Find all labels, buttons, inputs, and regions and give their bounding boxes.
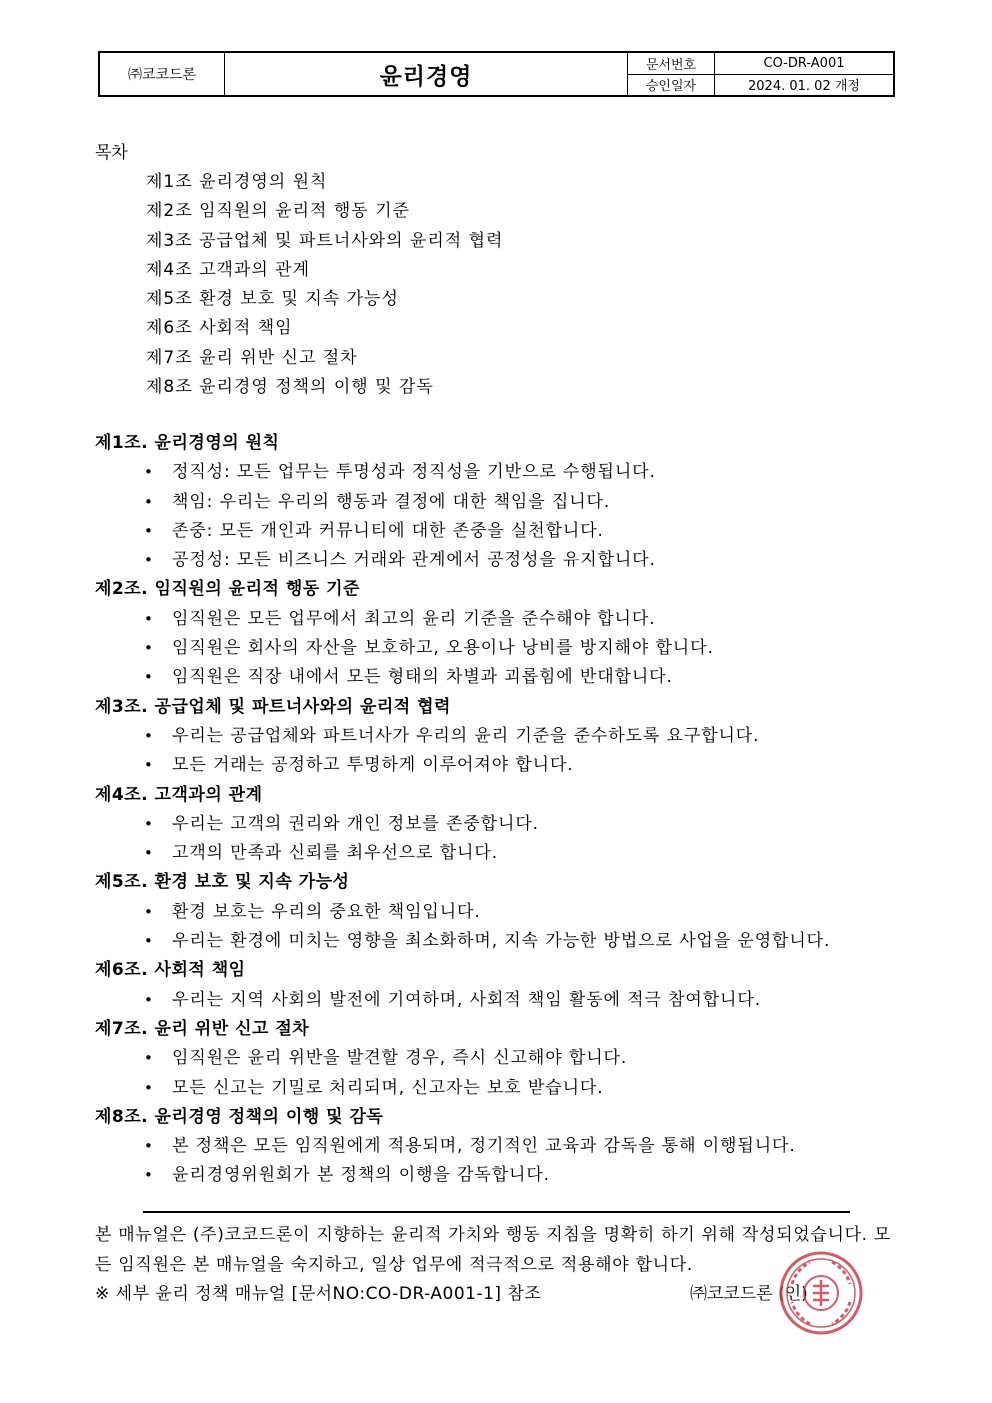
- bullet-text: 정직성: 모든 업무는 투명성과 정직성을 기반으로 수행됩니다.: [172, 462, 656, 483]
- bullet-icon: •: [144, 668, 154, 687]
- approval-date-label: 승인일자: [628, 75, 715, 96]
- bullet-item: [95, 605, 905, 634]
- bullet-text: 공정성: 모든 비즈니스 거래와 관계에서 공정성을 유지합니다.: [172, 550, 656, 571]
- bullet-item: [95, 634, 905, 663]
- toc-item: 제5조 환경 보호 및 지속 가능성: [146, 289, 399, 310]
- bullet-text: 임직원은 직장 내에서 모든 형태의 차별과 괴롭힘에 반대합니다.: [172, 667, 673, 688]
- bullet-text: 환경 보호는 우리의 중요한 책임입니다.: [172, 901, 481, 922]
- bullet-icon: •: [144, 1166, 154, 1185]
- bullet-text: 고객의 만족과 신뢰를 최우선으로 합니다.: [172, 843, 498, 864]
- bullet-icon: •: [144, 932, 154, 951]
- company-seal-icon: [778, 1250, 864, 1336]
- bullet-item: [95, 1161, 905, 1190]
- article-title: 제5조. 환경 보호 및 지속 가능성: [95, 872, 350, 893]
- bullet-item: [95, 1132, 905, 1161]
- bullet-item: [95, 722, 905, 751]
- approval-date-row: [628, 74, 893, 96]
- bullet-item: [95, 1074, 905, 1103]
- bullet-text: 임직원은 윤리 위반을 발견할 경우, 즉시 신고해야 합니다.: [172, 1048, 628, 1069]
- toc-item: 제8조 윤리경영 정책의 이행 및 감독: [146, 377, 434, 398]
- bullet-text: 책임: 우리는 우리의 행동과 결정에 대한 책임을 집니다.: [172, 491, 611, 512]
- article-title: 제4조. 고객과의 관계: [95, 784, 263, 805]
- bullet-text: 존중: 모든 개인과 커뮤니티에 대한 존중을 실천합니다.: [172, 520, 604, 541]
- document-title: 윤리경영: [225, 53, 628, 95]
- header-meta: [628, 53, 893, 95]
- bullet-item: [95, 1044, 905, 1073]
- bullet-item: [95, 810, 905, 839]
- bullet-icon: •: [144, 492, 154, 511]
- toc-title: 목차: [95, 143, 128, 163]
- bullet-text: 윤리경영위원회가 본 정책의 이행을 감독합니다.: [172, 1165, 550, 1186]
- approval-date-value: 2024. 01. 02 개정: [748, 79, 860, 95]
- company-signature: ㈜코코드론 (인): [690, 1284, 808, 1304]
- article-title: 제7조. 윤리 위반 신고 절차: [95, 1018, 310, 1039]
- header-company-name: ㈜코코드론: [100, 53, 225, 95]
- bullet-text: 임직원은 모든 업무에서 최고의 윤리 기준을 준수해야 합니다.: [172, 608, 656, 629]
- bullet-icon: •: [144, 1078, 154, 1097]
- bullet-item: [95, 458, 905, 487]
- bullet-item: [95, 927, 905, 956]
- doc-number-value: CO-DR-A001: [763, 55, 845, 71]
- toc-item: 제4조 고객과의 관계: [146, 259, 310, 280]
- bullet-text: 우리는 고객의 권리와 개인 정보를 존중합니다.: [172, 813, 539, 834]
- article-title: 제3조. 공급업체 및 파트너사와의 윤리적 협력: [95, 696, 451, 717]
- bullet-text: 모든 신고는 기밀로 처리되며, 신고자는 보호 받습니다.: [172, 1077, 604, 1098]
- bullet-text: 임직원은 회사의 자산을 보호하고, 오용이나 낭비를 방지해야 합니다.: [172, 638, 714, 659]
- bullet-item: [95, 839, 905, 868]
- toc-item: 제1조 윤리경영의 원칙: [146, 172, 328, 192]
- bullet-text: 우리는 환경에 미치는 영향을 최소화하며, 지속 가능한 방법으로 사업을 운영합니다.: [172, 931, 831, 952]
- bullet-item: [95, 488, 905, 517]
- toc-item: 제3조 공급업체 및 파트너사와의 윤리적 협력: [146, 230, 504, 251]
- bullet-icon: •: [144, 726, 154, 745]
- article-title: 제6조. 사회적 책임: [95, 960, 246, 981]
- bullet-icon: •: [144, 814, 154, 833]
- table-of-contents: [95, 139, 503, 402]
- bullet-icon: •: [144, 463, 154, 482]
- bullet-item: [95, 898, 905, 927]
- bullet-item: [95, 663, 905, 692]
- doc-number-label: 문서번호: [628, 53, 715, 74]
- footer-reference: ※ 세부 윤리 정책 매뉴얼 [문서NO:CO-DR-A001-1] 참조: [95, 1284, 542, 1304]
- footer-statement-text: 본 매뉴얼은 (주)코코드론이 지향하는 윤리적 가치와 행동 지침을 명확히 하기 위해 작성되었습니다. 모든 임직원은 본 매뉴얼을 숙지하고, 일상 업무에 적극적으로 적용해야 합니다.: [95, 1225, 892, 1275]
- bullet-icon: •: [144, 1137, 154, 1156]
- bullet-icon: •: [144, 844, 154, 863]
- bullet-text: 본 정책은 모든 임직원에게 적용되며, 정기적인 교육과 감독을 통해 이행됩니다.: [172, 1136, 796, 1157]
- bullet-icon: •: [144, 990, 154, 1009]
- bullet-item: [95, 986, 905, 1015]
- bullet-icon: •: [144, 609, 154, 628]
- articles-section: [95, 429, 905, 1191]
- bullet-icon: •: [144, 1049, 154, 1068]
- toc-item: 제7조 윤리 위반 신고 절차: [146, 347, 358, 368]
- bullet-icon: •: [144, 521, 154, 540]
- doc-number-row: [628, 53, 893, 74]
- bullet-item: [95, 751, 905, 780]
- article-title: 제8조. 윤리경영 정책의 이행 및 감독: [95, 1106, 384, 1127]
- bullet-item: [95, 517, 905, 546]
- bullet-icon: •: [144, 902, 154, 921]
- footer-divider: [143, 1211, 850, 1213]
- bullet-text: 우리는 공급업체와 파트너사가 우리의 윤리 기준을 준수하도록 요구합니다.: [172, 725, 760, 746]
- toc-item: 제2조 임직원의 윤리적 행동 기준: [146, 201, 410, 222]
- document-header-table: [98, 51, 895, 97]
- article-title: 제1조. 윤리경영의 원칙: [95, 433, 280, 453]
- bullet-text: 모든 거래는 공정하고 투명하게 이루어져야 합니다.: [172, 755, 574, 776]
- bullet-icon: •: [144, 551, 154, 570]
- bullet-icon: •: [144, 756, 154, 775]
- bullet-item: [95, 546, 905, 575]
- bullet-icon: •: [144, 639, 154, 658]
- toc-item: 제6조 사회적 책임: [146, 318, 293, 339]
- article-title: 제2조. 임직원의 윤리적 행동 기준: [95, 579, 360, 600]
- bullet-text: 우리는 지역 사회의 발전에 기여하며, 사회적 책임 활동에 적극 참여합니다.: [172, 989, 762, 1010]
